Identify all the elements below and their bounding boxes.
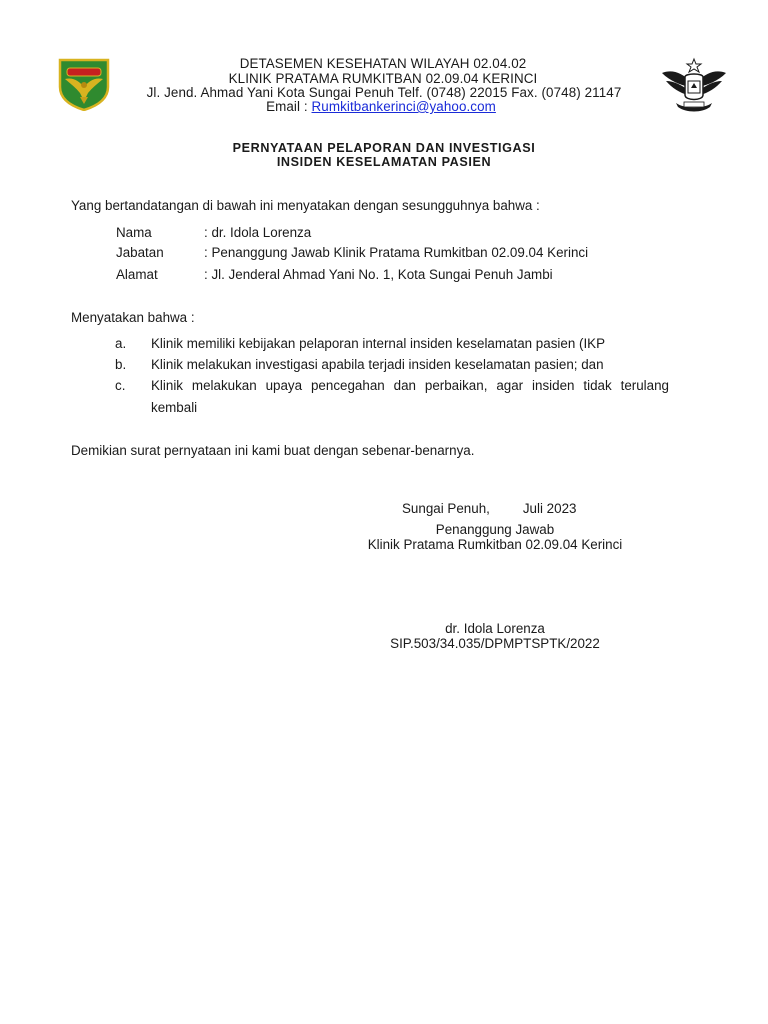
signature-date: Juli 2023 [522, 501, 577, 516]
header-unit-name: DETASEMEN KESEHATAN WILAYAH 02.04.02 [239, 56, 527, 71]
field-value-jabatan: : Penanggung Jawab Klinik Pratama Rumkitban 02.09.04 Kerinci [204, 245, 589, 260]
signatory-name: dr. Idola Lorenza [445, 621, 545, 636]
document-title-line-2: INSIDEN KESELAMATAN PASIEN [276, 155, 492, 169]
list-item-text: Klinik melakukan investigasi apabila terjadi insiden keselamatan pasien; dan [151, 357, 604, 372]
field-label-nama: Nama [116, 225, 152, 240]
signature-place-date [402, 501, 576, 517]
signature-place: Sungai Penuh, [402, 501, 490, 516]
header-email-line [0, 99, 765, 115]
field-value-alamat: : Jl. Jenderal Ahmad Yani No. 1, Kota Sungai Penuh Jambi [204, 267, 553, 282]
list-item-letter: c. [115, 378, 126, 393]
email-link[interactable]: Rumkitbankerinci@yahoo.com [311, 99, 496, 114]
list-item-continuation: kembali [151, 400, 198, 415]
field-label-jabatan: Jabatan [116, 245, 164, 260]
signature-role: Penanggung Jawab [435, 522, 555, 537]
list-item-text: Klinik memiliki kebijakan pelaporan internal insiden keselamatan pasien (IKP [151, 336, 606, 351]
header-address: Jl. Jend. Ahmad Yani Kota Sungai Penuh Telf. (0748) 22015 Fax. (0748) 21147 [146, 85, 622, 100]
signatory-license-number: SIP.503/34.035/DPMPTSPTK/2022 [390, 636, 600, 651]
field-label-alamat: Alamat [116, 267, 158, 282]
intro-paragraph: Yang bertandatangan di bawah ini menyatakan dengan sesungguhnya bahwa : [71, 198, 540, 213]
document-title-line-1: PERNYATAAN PELAPORAN DAN INVESTIGASI [232, 141, 536, 155]
statement-heading: Menyatakan bahwa : [71, 310, 195, 325]
list-item-letter: a. [115, 336, 127, 351]
closing-paragraph: Demikian surat pernyataan ini kami buat dengan sebenar-benarnya. [71, 443, 475, 458]
field-value-nama: : dr. Idola Lorenza [204, 225, 312, 240]
signature-organization: Klinik Pratama Rumkitban 02.09.04 Kerinci [367, 537, 623, 552]
list-item-text: Klinik melakukan upaya pencegahan dan perbaikan, agar insiden tidak terulang [151, 378, 669, 393]
email-label: Email : [266, 99, 312, 114]
list-item-letter: b. [115, 357, 127, 372]
header-clinic-name: KLINIK PRATAMA RUMKITBAN 02.09.04 KERINCI [228, 71, 538, 86]
